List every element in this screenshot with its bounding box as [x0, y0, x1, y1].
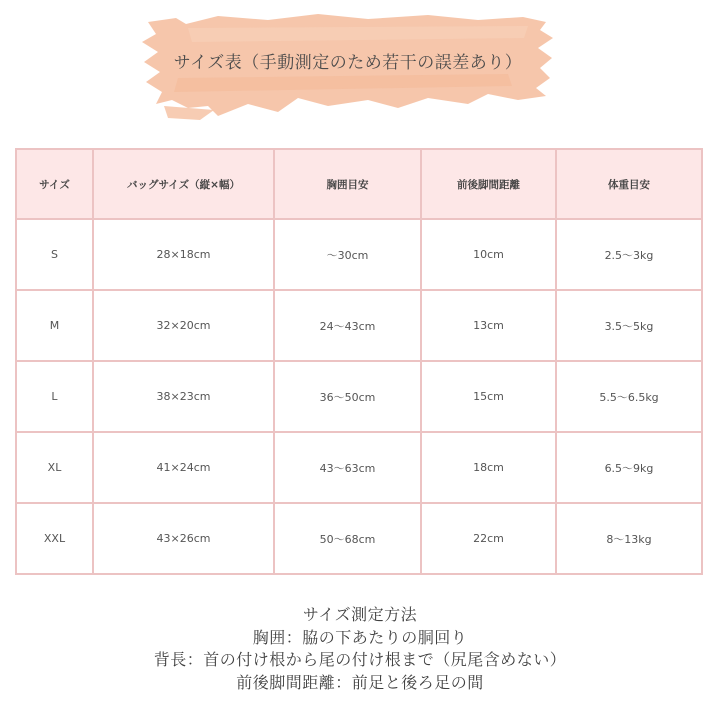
cell-chest: 50〜68cm: [274, 503, 421, 574]
size-table: [15, 148, 703, 575]
cell-chest: 43〜63cm: [274, 432, 421, 503]
cell-leg-distance: 10cm: [421, 219, 556, 290]
cell-size: M: [16, 290, 93, 361]
header-bag-size: バッグサイズ（縦×幅）: [93, 149, 274, 219]
cell-leg-distance: 13cm: [421, 290, 556, 361]
cell-chest: 36〜50cm: [274, 361, 421, 432]
table-row: [16, 432, 702, 503]
header-chest: 胸囲目安: [274, 149, 421, 219]
cell-weight: 5.5〜6.5kg: [556, 361, 702, 432]
cell-size: L: [16, 361, 93, 432]
cell-weight: 6.5〜9kg: [556, 432, 702, 503]
table-row: [16, 290, 702, 361]
header-leg-distance: 前後脚間距離: [421, 149, 556, 219]
cell-weight: 8〜13kg: [556, 503, 702, 574]
cell-weight: 2.5〜3kg: [556, 219, 702, 290]
notes-heading: サイズ測定方法: [302, 605, 418, 624]
cell-chest: 24〜43cm: [274, 290, 421, 361]
measurement-notes: [0, 604, 720, 694]
cell-bag-size: 41×24cm: [93, 432, 274, 503]
table-header-row: [16, 149, 702, 219]
page-title: サイズ表（手動測定のため若干の誤差あり）: [173, 53, 523, 73]
cell-leg-distance: 22cm: [421, 503, 556, 574]
note-chest: 胸囲：脇の下あたりの胴回り: [252, 627, 468, 647]
header-size: サイズ: [16, 149, 93, 219]
note-leg-distance: 前後脚間距離：前足と後ろ足の間: [236, 672, 484, 692]
cell-bag-size: 38×23cm: [93, 361, 274, 432]
title-banner: [128, 8, 568, 128]
cell-size: S: [16, 219, 93, 290]
cell-leg-distance: 15cm: [421, 361, 556, 432]
cell-leg-distance: 18cm: [421, 432, 556, 503]
cell-chest: 〜30cm: [274, 219, 421, 290]
table-row: [16, 361, 702, 432]
cell-bag-size: 43×26cm: [93, 503, 274, 574]
cell-bag-size: 32×20cm: [93, 290, 274, 361]
table-row: [16, 219, 702, 290]
cell-bag-size: 28×18cm: [93, 219, 274, 290]
note-back-length: 背長：首の付け根から尾の付け根まで（尻尾含めない）: [153, 650, 567, 669]
table-row: [16, 503, 702, 574]
cell-size: XL: [16, 432, 93, 503]
cell-size: XXL: [16, 503, 93, 574]
cell-weight: 3.5〜5kg: [556, 290, 702, 361]
header-weight: 体重目安: [556, 149, 702, 219]
